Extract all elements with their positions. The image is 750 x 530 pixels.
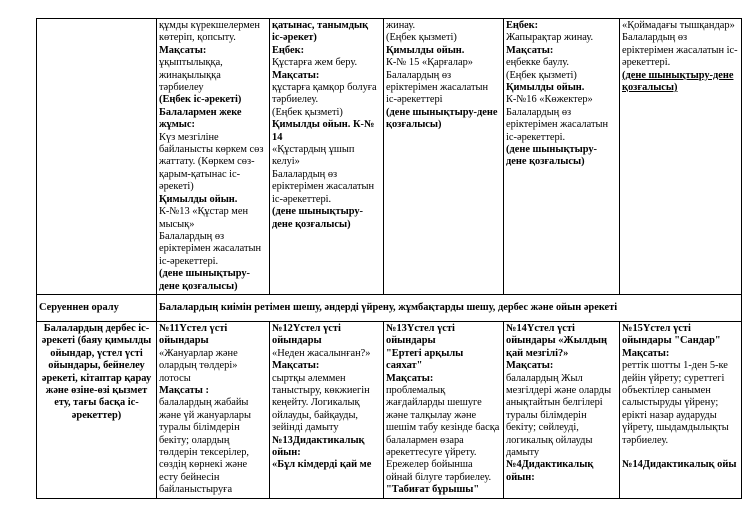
cell-text-line: Мақсаты: [386,372,434,384]
cell-text-line: Мақсаты: [159,44,207,56]
cell-text-line: балалардың жабайы және үй жануарлары туралы білімдерін бекіту; олардың төлдерін тексерілер, сөздің көрнекі және есту бейнесін байланыстыруға [159,397,251,496]
cell-wednesday [384,321,504,498]
table-row-walk-activities [37,19,742,295]
cell-tuesday [270,19,384,295]
cell-text-line: (дене шынықтыру-дене қозғалысы) [506,144,598,168]
cell-text-line: «Бұл кімдерді қай ме [272,459,372,471]
cell-text-line [622,447,739,459]
cell-text-line: қатынас, танымдық іс-әрекет) [272,20,369,44]
cell-text-line: (Еңбек қызметі) [272,106,343,118]
cell-text-line: №15Үстел үсті ойындары "Сандар" Мақсаты: [622,322,721,359]
cell-text-line: №14Үстел үсті ойындары «Жылдың қай мезгілі?» [506,322,607,359]
cell-text-line: «Қоймадағы тышқандар» [622,20,735,31]
cell-text-line: ұқыптылыққа, жинақылыққа тәрбиелеу [159,57,223,94]
cell-text-line: (Еңбек қызметі) [506,69,577,81]
lesson-plan-table [36,18,742,499]
cell-text-line: Балалардың өз еріктерімен жасалатын іс-әрекеттері [386,69,489,106]
cell-text-line: (дене шынықтыру-дене қозғалысы) [622,69,734,94]
cell-text-line: №13Дидактикалық ойын: [272,434,365,458]
cell-text-line: сыртқы әлеммен таныстыру, көкжиегін кеңейту. Логикалық ойлауды, байқауды, зейінді дамыту [272,372,370,434]
row-label-return: Серуеннен оралу [37,294,157,321]
cell-text-line: К-№ 15 «Қарғалар» [386,57,473,69]
cell-text-line: Балалардың өз еріктерімен жасалатын іс-әрекеттері. [622,32,738,69]
cell-text-line: Мақсаты: [506,360,554,372]
cell-thursday [504,19,620,295]
cell-text-line: «Неден жасалынған?» [272,347,371,359]
cell-text-line: №14Дидактикалық ойы [622,459,737,471]
cell-text-line: Мақсаты: [272,69,320,81]
cell-text-line: құмды күрекшелермен көтеріп, қопсыту. [159,20,260,44]
cell-text-line: "Ертегі арқылы саяхат" [386,347,464,372]
cell-thursday [504,321,620,498]
cell-text-line: еңбекке баулу. [506,57,570,69]
cell-friday [620,321,742,498]
cell-monday [157,19,270,295]
cell-text-line: Жапырақтар жинау. [506,32,594,44]
cell-text-line: Қимылды ойын. К-№ 14 [272,119,375,143]
table-row-independent-activity [37,321,742,498]
cell-text-line: құстарға қамқор болуға тәрбиелеу. [272,82,377,106]
cell-text-line: реттік шотты 1-ден 5-ке дейін үйрету; суреттегі объектілер санымен салыстыруды үйрену; еріктi назар аударуды үйрету, шыдамдылықты тәрбиелеу. [622,360,729,446]
cell-text-line: (Еңбек іс-әрекеті) [159,94,242,106]
cell-text-line: Балалардың өз еріктерімен жасалатын іс-әрекеттері. [272,168,375,205]
cell-text-line: Мақсаты: [272,360,320,372]
cell-text-line: №12Үстел үсті ойындары [272,322,341,347]
return-content: Балалардың киімін ретімен шешу, әндерді үйрену, жұмбақтарды шешу, дербес және ойын әрекеті [157,294,742,321]
table-row-return-from-walk [37,294,742,321]
cell-text-line: Мақсаты : [159,384,209,396]
cell-text-line: К-№13 «Құстар мен мысық» [159,206,249,230]
cell-text-line: Балалардың өз еріктерімен жасалатын іс-әрекеттері. [506,106,609,143]
cell-text-line: №11Үстел үсті ойындары [159,322,228,347]
cell-text-line: Мақсаты: [506,44,554,56]
cell-text-line: (дене шынықтыру-дене қозғалысы) [272,206,364,230]
cell-text-line: Құстарға жем беру. [272,57,358,69]
cell-text-line: Еңбек: [272,44,305,56]
cell-text-line: балалардың Жыл мезгілдері және оларды анықтайтын белгілері туралы білімдерін бекіту; сөйлеуді, логикалық ойлауды дамыту [506,372,612,458]
cell-monday [157,321,270,498]
cell-text-line: «Жануарлар және олардың төлдері» лотосы [159,347,238,384]
cell-text-line: жинау. [386,20,416,31]
cell-text-line: проблемалық жағдайларды шешуге және талқылау және шешім табу кезінде басқа балалармен өзара әрекеттесуге үйрету. Ережелер бойынша ойнай білуге тәрбиелеу. [386,384,500,483]
cell-text-line: Қимылды ойын. [506,82,585,94]
row-label-independent: Балалардың дербес іс-әрекеті (баяу қимылды ойындар, үстел үсті ойындары, бейнелеу әрекеті, кітаптар қарау және өзіне-өзі қызмет ету, тағы басқа іс-әрекеттер) [37,321,157,498]
cell-text-line: (дене шынықтыру-дене қозғалысы) [159,268,251,292]
cell-wednesday [384,19,504,295]
cell-text-line: "Табиғат бұрышы" [386,484,480,496]
cell-text-line: (Еңбек қызметі) [386,32,457,44]
cell-text-line: №4Дидактикалық ойын: [506,459,594,483]
cell-tuesday [270,321,384,498]
cell-text-line: Қимылды ойын. [386,44,465,56]
cell-text-line: (дене шынықтыру-дене қозғалысы) [386,106,498,131]
cell-text-line: Күз мезгіліне байланысты көркем сөз жаттату. (Көркем сөз-қарым-қатынас іс-әрекеті) [159,131,264,193]
cell-text-line: К-№16 «Көжектер» [506,94,593,106]
cell-text-line: Балалармен жеке жұмыс: [159,106,242,131]
cell-text-line: Қимылды ойын. [159,193,238,205]
cell-text-line: «Құстардың ұшып келуі» [272,144,355,168]
cell-text-line: №13Үстел үсті ойындары [386,322,455,347]
cell-text-line: Балалардың өз еріктерімен жасалатын іс-әрекеттері. [159,230,262,267]
cell-text-line: Еңбек: [506,20,539,31]
row-label-cell [37,19,157,295]
cell-friday [620,19,742,295]
